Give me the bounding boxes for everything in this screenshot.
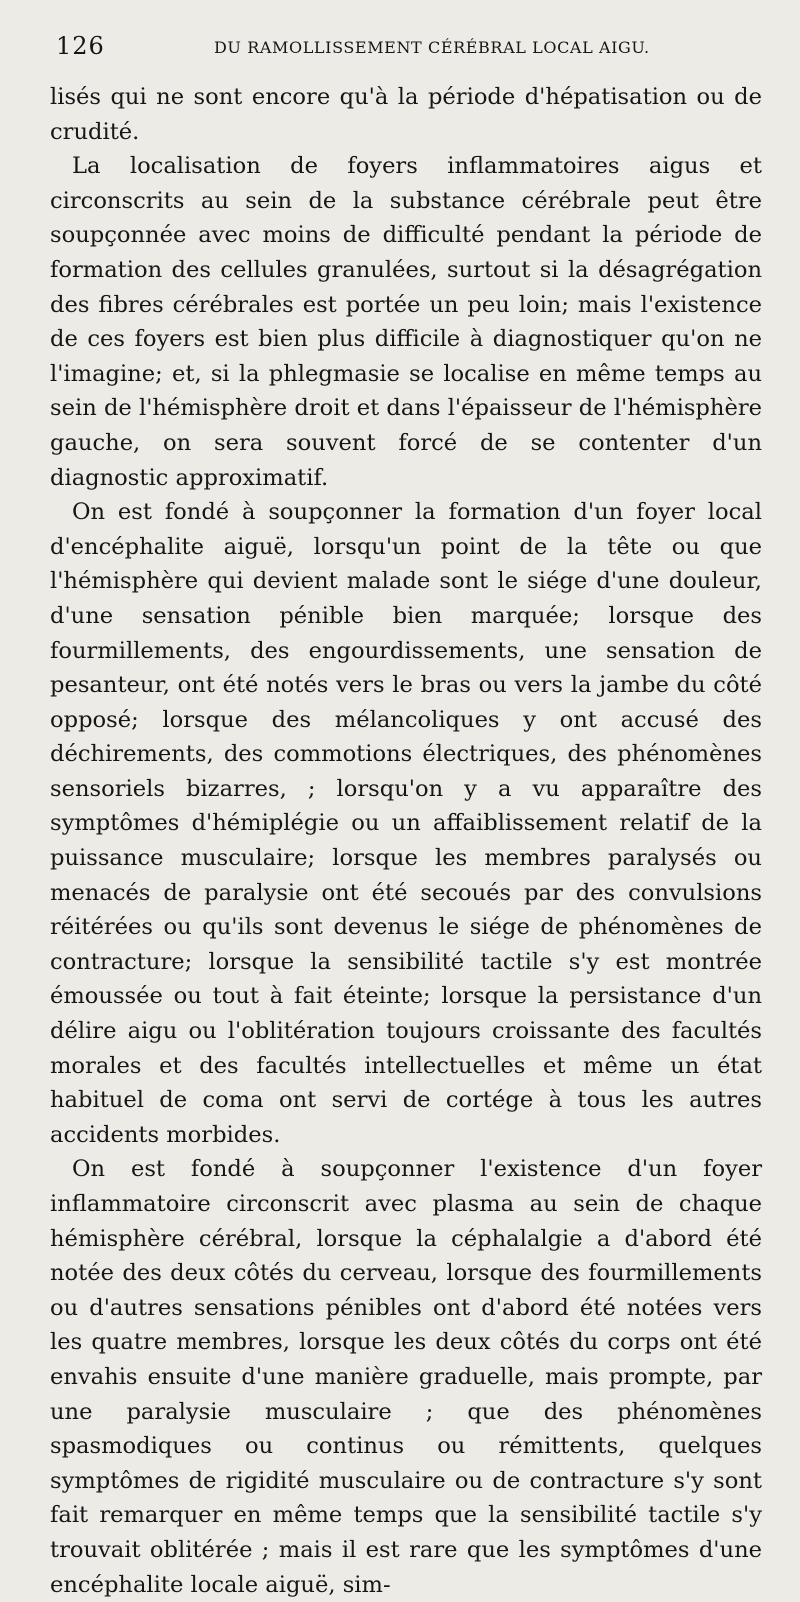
paragraph: On est fondé à soupçonner l'existence d'un foyer inflammatoire circonscrit avec plasma au sein de chaque hémisphère cérébral, lorsque la céphalalgie a d'abord été notée des deux côtés du cerveau, lorsque des fourmillements ou d'autres sensations pénibles ont d'abord été notées vers les quatre membres, lorsque les deux côtés du corps ont été envahis ensuite d'une manière graduelle, mais prompte, par une paralysie musculaire ; que des phénomènes spasmodiques ou continus ou rémittents, quelques symptômes de rigidité musculaire ou de contracture s'y sont fait remarquer en même temps que la sensibilité tactile s'y trouvait oblitérée ; mais il est rare que les symptômes d'une encéphalite locale aiguë, sim-: [50, 1156, 762, 1598]
paragraph-continuation: lisés qui ne sont encore qu'à la période d'hépatisation ou de crudité.: [50, 84, 762, 145]
page-header: [50, 30, 762, 80]
paragraph: La localisation de foyers inflammatoires aigus et circonscrits au sein de la substance cérébrale peut être soupçonnée avec moins de difficulté pendant la période de formation des cellules granulées, surtout si la désagrégation des fibres cérébrales est portée un peu loin; mais l'existence de ces foyers est bien plus difficile à diagnostiquer qu'on ne l'imagine; et, si la phlegmasie se localise en même temps au sein de l'hémisphère droit et dans l'épaisseur de l'hémisphère gauche, on sera souvent forcé de se contenter d'un diagnostic approximatif.: [50, 153, 762, 491]
running-head: DU RAMOLLISSEMENT CÉRÉBRAL LOCAL AIGU.: [214, 38, 650, 57]
paragraph: On est fondé à soupçonner la formation d'un foyer local d'encéphalite aiguë, lorsqu'un point de la tête ou que l'hémisphère qui devient malade sont le siége d'une douleur, d'une sensation pénible bien marquée; lorsque des fourmillements, des engourdissements, une sensation de pesanteur, ont été notés vers le bras ou vers la jambe du côté opposé; lorsque des mélancoliques y ont accusé des déchirements, des commotions électriques, des phénomènes sensoriels bizarres, ; lorsqu'on y a vu apparaître des symptômes d'hémiplégie ou un affaiblissement relatif de la puissance musculaire; lorsque les membres paralysés ou menacés de paralysie ont été secoués par des convulsions réitérées ou qu'ils sont devenus le siége de phénomènes de contracture; lorsque la sensibilité tactile s'y est montrée émoussée ou tout à fait éteinte; lorsque la persistance d'un délire aigu ou l'oblitération toujours croissante des facultés morales et des facultés intellectuelles et même un état habituel de coma ont servi de cortége à tous les autres accidents morbides.: [50, 499, 762, 1148]
body-text: [50, 80, 762, 1602]
page-number: 126: [56, 32, 105, 60]
